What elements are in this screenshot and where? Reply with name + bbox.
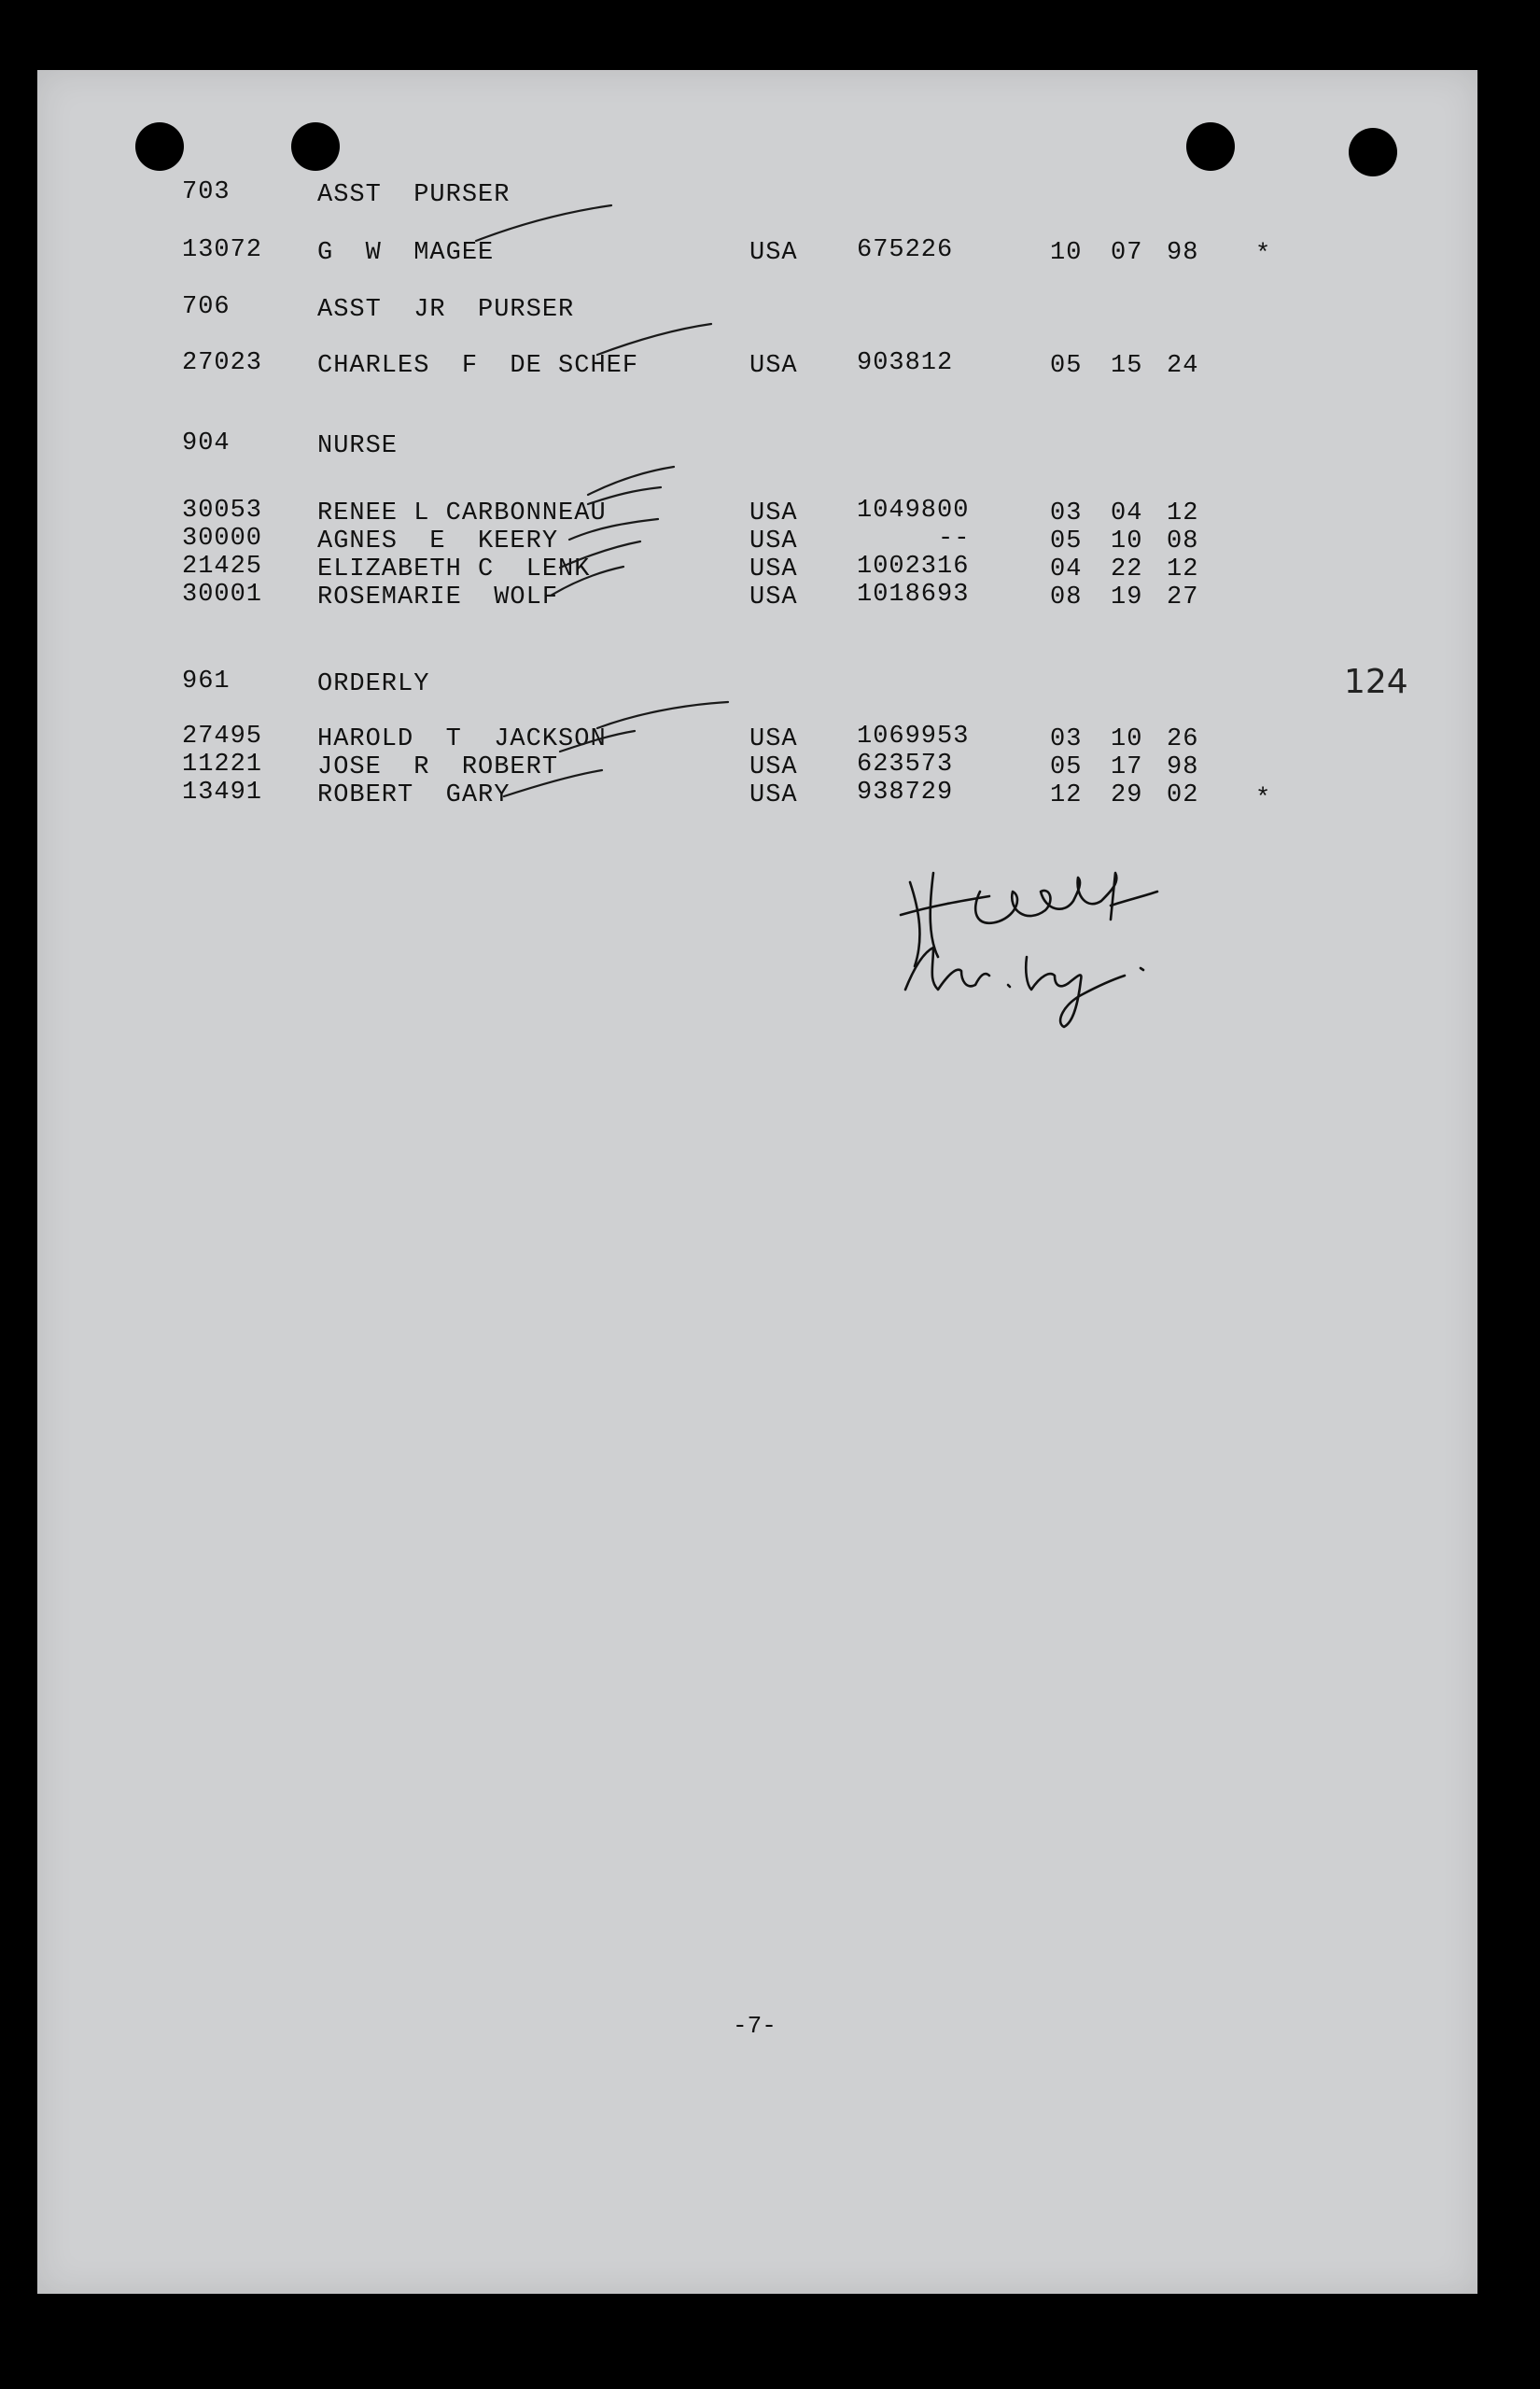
row-year: 24 [1167,352,1199,380]
row-name: ELIZABETH C LENK [317,555,591,583]
row-month: 12 [1050,781,1083,809]
row-month: 03 [1050,725,1083,753]
section-code: 961 [182,668,231,696]
row-id: 13072 [182,236,263,264]
row-nationality: USA [749,352,798,380]
row-number: 938729 [857,779,954,807]
row-id: 13491 [182,779,263,807]
row-name: AGNES E KEERY [317,527,559,555]
row-year: 02 [1167,781,1199,809]
section-title: ASST JR PURSER [317,296,575,324]
row-day: 19 [1111,583,1143,611]
row-month: 03 [1050,499,1083,527]
side-page-number: 124 [1344,663,1408,701]
check-stroke [551,567,623,596]
row-nationality: USA [749,753,798,781]
check-stroke [560,541,640,568]
row-number: -- [938,525,971,553]
row-nationality: USA [749,239,798,267]
row-year: 98 [1167,753,1199,781]
check-stroke [560,731,635,752]
row-year: 98 [1167,239,1199,267]
row-id: 30053 [182,497,263,525]
row-day: 22 [1111,555,1143,583]
row-year: 08 [1167,527,1199,555]
row-number: 675226 [857,236,954,264]
row-mark: * [1255,241,1272,269]
section-code: 703 [182,178,231,206]
row-year: 26 [1167,725,1199,753]
check-stroke [569,519,658,540]
section-code: 706 [182,293,231,321]
signature [901,873,1157,1027]
pen-annotations [37,70,1477,2294]
section-code: 904 [182,429,231,457]
row-day: 29 [1111,781,1143,809]
row-day: 07 [1111,239,1143,267]
row-month: 08 [1050,583,1083,611]
row-number: 1018693 [857,581,970,609]
row-day: 17 [1111,753,1143,781]
row-day: 15 [1111,352,1143,380]
row-year: 27 [1167,583,1199,611]
row-year: 12 [1167,499,1199,527]
row-name: HAROLD T JACKSON [317,725,607,753]
row-day: 04 [1111,499,1143,527]
section-title: ORDERLY [317,670,430,698]
row-month: 05 [1050,352,1083,380]
check-stroke [504,770,602,796]
row-id: 30001 [182,581,263,609]
row-id: 30000 [182,525,263,553]
row-nationality: USA [749,527,798,555]
row-nationality: USA [749,725,798,753]
row-number: 1002316 [857,553,970,581]
row-year: 12 [1167,555,1199,583]
row-name: RENEE L CARBONNEAU [317,499,607,527]
row-id: 27023 [182,349,263,377]
row-nationality: USA [749,555,798,583]
row-month: 04 [1050,555,1083,583]
row-number: 1049800 [857,497,970,525]
row-nationality: USA [749,499,798,527]
row-month: 10 [1050,239,1083,267]
row-month: 05 [1050,527,1083,555]
footer-page-number: -7- [733,2012,777,2040]
row-id: 11221 [182,751,263,779]
row-nationality: USA [749,781,798,809]
row-month: 05 [1050,753,1083,781]
row-id: 27495 [182,723,263,751]
section-title: ASST PURSER [317,181,511,209]
section-title: NURSE [317,432,399,460]
row-day: 10 [1111,527,1143,555]
check-stroke [597,702,728,728]
row-nationality: USA [749,583,798,611]
row-number: 623573 [857,751,954,779]
row-name: ROSEMARIE WOLF [317,583,559,611]
row-day: 10 [1111,725,1143,753]
check-stroke [597,324,711,355]
document-page [37,70,1477,2294]
row-number: 1069953 [857,723,970,751]
row-id: 21425 [182,553,263,581]
check-stroke [588,467,674,495]
row-number: 903812 [857,349,954,377]
row-mark: * [1255,785,1272,813]
row-name: JOSE R ROBERT [317,753,559,781]
row-name: G W MAGEE [317,239,495,267]
row-name: CHARLES F DE SCHEF [317,352,639,380]
row-name: ROBERT GARY [317,781,511,809]
check-stroke [476,205,611,241]
